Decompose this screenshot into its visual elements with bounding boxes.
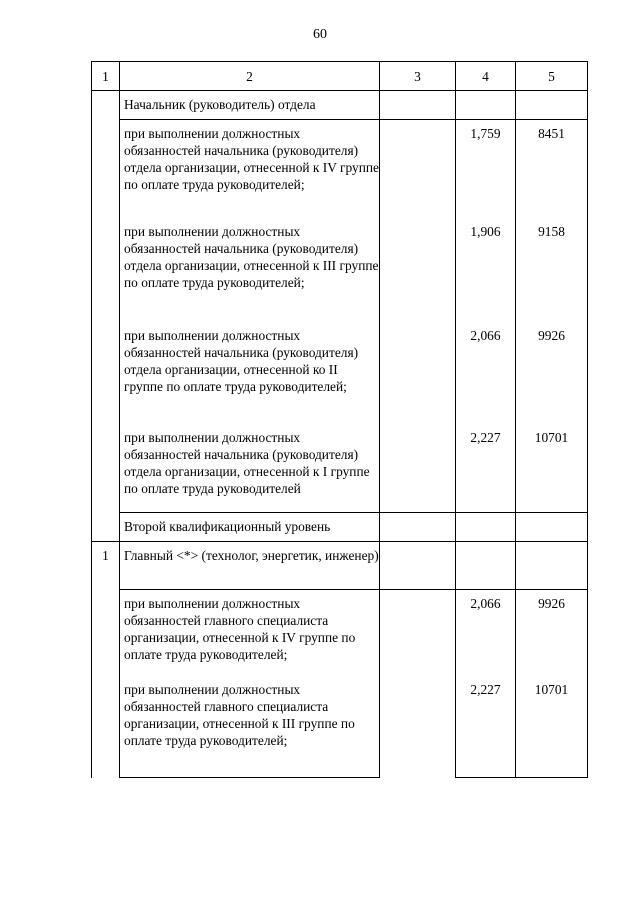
table-row bbox=[92, 91, 588, 120]
coefficient-cell bbox=[456, 590, 516, 677]
empty-cell bbox=[516, 542, 588, 590]
table-row bbox=[92, 513, 588, 542]
empty-cell bbox=[380, 513, 456, 542]
salary-cell bbox=[516, 590, 588, 677]
condition-text: при выполнении должностных обязанностей начальника (руководителя) отдела организации, отнесенной к IV группе по оплате труда руководителей; bbox=[124, 126, 379, 192]
table-header-row bbox=[92, 62, 588, 91]
empty-cell bbox=[380, 91, 456, 120]
coefficient-value: 1,759 bbox=[470, 126, 501, 141]
empty-cell bbox=[456, 91, 516, 120]
salary-cell bbox=[516, 424, 588, 513]
salary-value: 9926 bbox=[538, 328, 565, 343]
condition-text: при выполнении должностных обязанностей начальника (руководителя) отдела организации, отнесенной к I группе по оплате труда руководителей bbox=[124, 430, 370, 496]
empty-cell bbox=[456, 513, 516, 542]
header-col-2: 2 bbox=[120, 62, 380, 91]
condition-text: при выполнении должностных обязанностей главного специалиста организации, отнесенной к IV группе по оплате труда руководителей; bbox=[124, 596, 356, 662]
table-row bbox=[92, 218, 588, 322]
empty-cell bbox=[516, 513, 588, 542]
salary-cell bbox=[516, 676, 588, 778]
item-number-cell bbox=[92, 542, 120, 778]
salary-value: 8451 bbox=[538, 126, 565, 141]
header-col-1: 1 bbox=[92, 62, 120, 91]
table-row bbox=[92, 322, 588, 424]
condition-text: при выполнении должностных обязанностей начальника (руководителя) отдела организации, отнесенной к III группе по оплате труда руководителей; bbox=[124, 224, 379, 290]
salary-cell bbox=[516, 322, 588, 424]
salary-table bbox=[91, 61, 588, 778]
empty-cell bbox=[380, 120, 456, 513]
item-number: 1 bbox=[102, 548, 109, 563]
condition-cell bbox=[120, 590, 380, 677]
empty-cell bbox=[380, 590, 456, 778]
condition-text: при выполнении должностных обязанностей главного специалиста организации, отнесенной к III группе по оплате труда руководителей; bbox=[124, 682, 355, 748]
level-title-cell bbox=[120, 513, 380, 542]
coefficient-value: 1,906 bbox=[470, 224, 501, 239]
salary-value: 9158 bbox=[538, 224, 565, 239]
salary-value: 10701 bbox=[534, 430, 569, 445]
level-title: Второй квалификационный уровень bbox=[124, 519, 331, 534]
coefficient-value: 2,227 bbox=[470, 682, 501, 697]
coefficient-cell bbox=[456, 218, 516, 322]
coefficient-cell bbox=[456, 424, 516, 513]
condition-text: при выполнении должностных обязанностей начальника (руководителя) отдела организации, отнесенной ко II группе по оплате труда руководителей; bbox=[124, 328, 359, 394]
coefficient-cell bbox=[456, 120, 516, 219]
empty-cell bbox=[516, 91, 588, 120]
page-number: 60 bbox=[313, 27, 327, 42]
table-row bbox=[92, 542, 588, 590]
coefficient-cell bbox=[456, 322, 516, 424]
salary-cell bbox=[516, 218, 588, 322]
header-col-5: 5 bbox=[516, 62, 588, 91]
salary-value: 9926 bbox=[538, 596, 565, 611]
condition-cell bbox=[120, 424, 380, 513]
position-title-cell bbox=[120, 91, 380, 120]
coefficient-cell bbox=[456, 676, 516, 778]
empty-cell bbox=[380, 542, 456, 590]
coefficient-value: 2,227 bbox=[470, 430, 501, 445]
coefficient-value: 2,066 bbox=[470, 328, 501, 343]
condition-cell bbox=[120, 322, 380, 424]
empty-cell bbox=[456, 542, 516, 590]
header-col-3: 3 bbox=[380, 62, 456, 91]
condition-cell bbox=[120, 120, 380, 219]
table-row bbox=[92, 120, 588, 219]
item-title: Главный <*> (технолог, энергетик, инженер) bbox=[124, 548, 379, 563]
header-col-4: 4 bbox=[456, 62, 516, 91]
coefficient-value: 2,066 bbox=[470, 596, 501, 611]
salary-cell bbox=[516, 120, 588, 219]
position-title: Начальник (руководитель) отдела bbox=[124, 97, 316, 112]
row-number-cell bbox=[92, 91, 120, 542]
table-row bbox=[92, 424, 588, 513]
condition-cell bbox=[120, 676, 380, 778]
condition-cell bbox=[120, 218, 380, 322]
table-row bbox=[92, 676, 588, 778]
item-title-cell bbox=[120, 542, 380, 590]
table-row bbox=[92, 590, 588, 677]
salary-value: 10701 bbox=[534, 682, 569, 697]
